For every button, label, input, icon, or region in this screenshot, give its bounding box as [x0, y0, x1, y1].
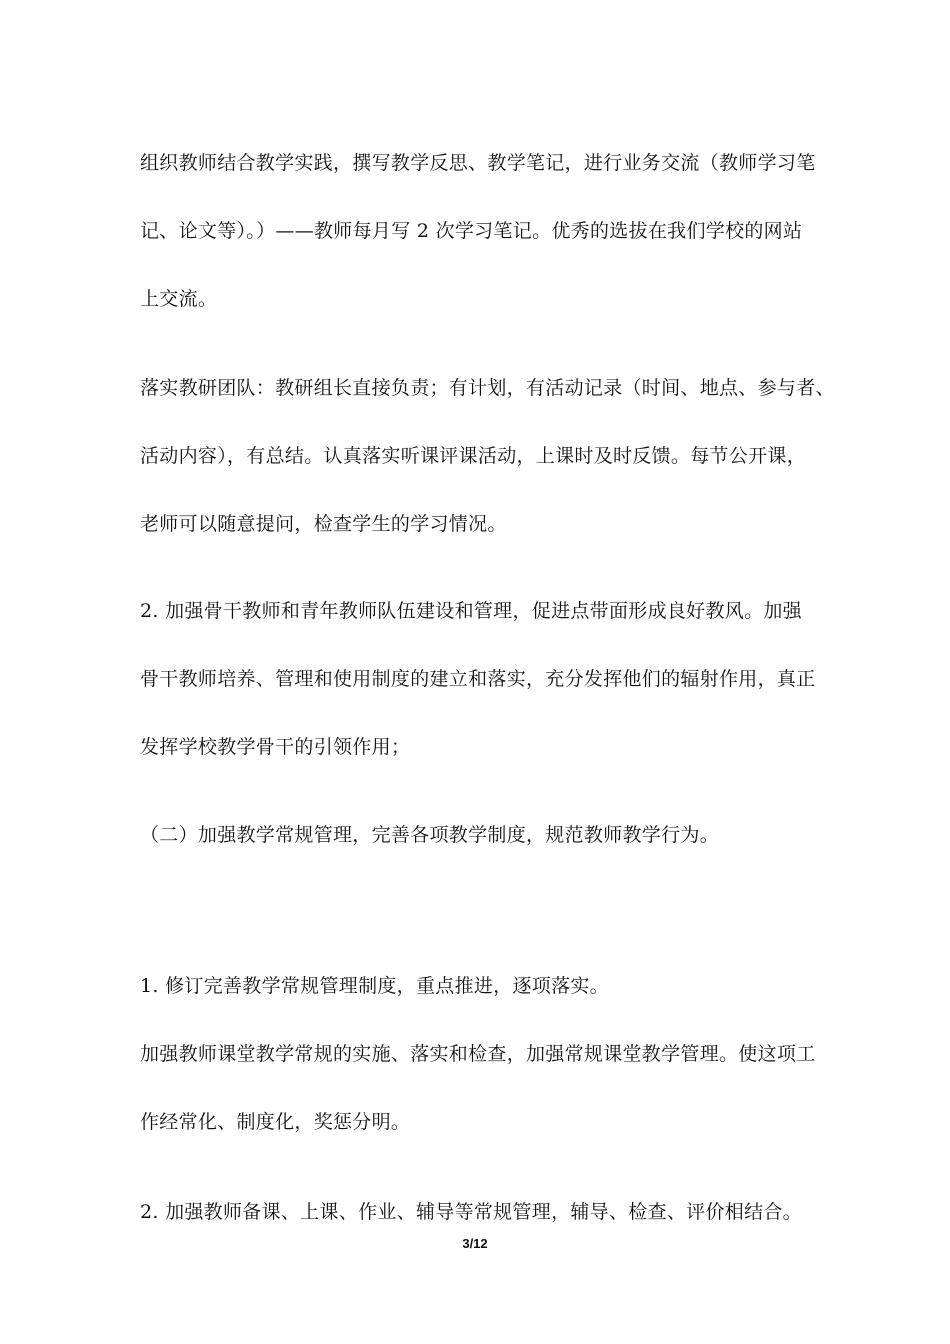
paragraph-teacher-reflection: [140, 112, 830, 350]
paragraph-line: 组织教师结合教学实践，撰写教学反思、教学笔记，进行业务交流（教师学习笔: [140, 152, 816, 174]
paragraph-line: 1. 修订完善教学常规管理制度，重点推进，逐项落实。: [140, 975, 609, 997]
paragraph-key-teachers: [140, 560, 830, 798]
paragraph-line: 2. 加强骨干教师和青年教师队伍建设和管理，促进点带面形成良好教风。加强: [140, 600, 802, 622]
paragraph-line: 作经常化、制度化，奖惩分明。: [140, 1111, 411, 1133]
page-number: 3/12: [462, 1236, 488, 1251]
paragraph-line: 记、论文等）。）——教师每月写 2 次学习笔记。优秀的选拔在我们学校的网站: [140, 220, 803, 242]
paragraph-line: 落实教研团队：教研组长直接负责；有计划，有活动记录（时间、地点、参与者、: [140, 377, 835, 399]
paragraph-line: 活动内容），有总结。认真落实听课评课活动，上课时及时反馈。每节公开课，: [140, 445, 807, 467]
paragraph-line: 2. 加强教师备课、上课、作业、辅导等常规管理，辅导、检查、评价相结合。: [140, 1201, 802, 1223]
paragraph-research-team: [140, 337, 835, 575]
section-heading-routine-management: [140, 784, 830, 886]
paragraph-line: 加强教师课堂教学常规的实施、落实和检查，加强常规课堂教学管理。使这项工: [140, 1043, 816, 1065]
paragraph-line: 上交流。: [140, 288, 218, 310]
paragraph-line: （二）加强教学常规管理，完善各项教学制度，规范教师教学行为。: [140, 824, 720, 846]
paragraph-routine-system: [140, 935, 830, 1173]
paragraph-line: 发挥学校教学骨干的引领作用；: [140, 736, 411, 758]
paragraph-line: 老师可以随意提问，检查学生的学习情况。: [140, 513, 507, 535]
paragraph-line: 骨干教师培养、管理和使用制度的建立和落实，充分发挥他们的辐射作用，真正: [140, 668, 816, 690]
